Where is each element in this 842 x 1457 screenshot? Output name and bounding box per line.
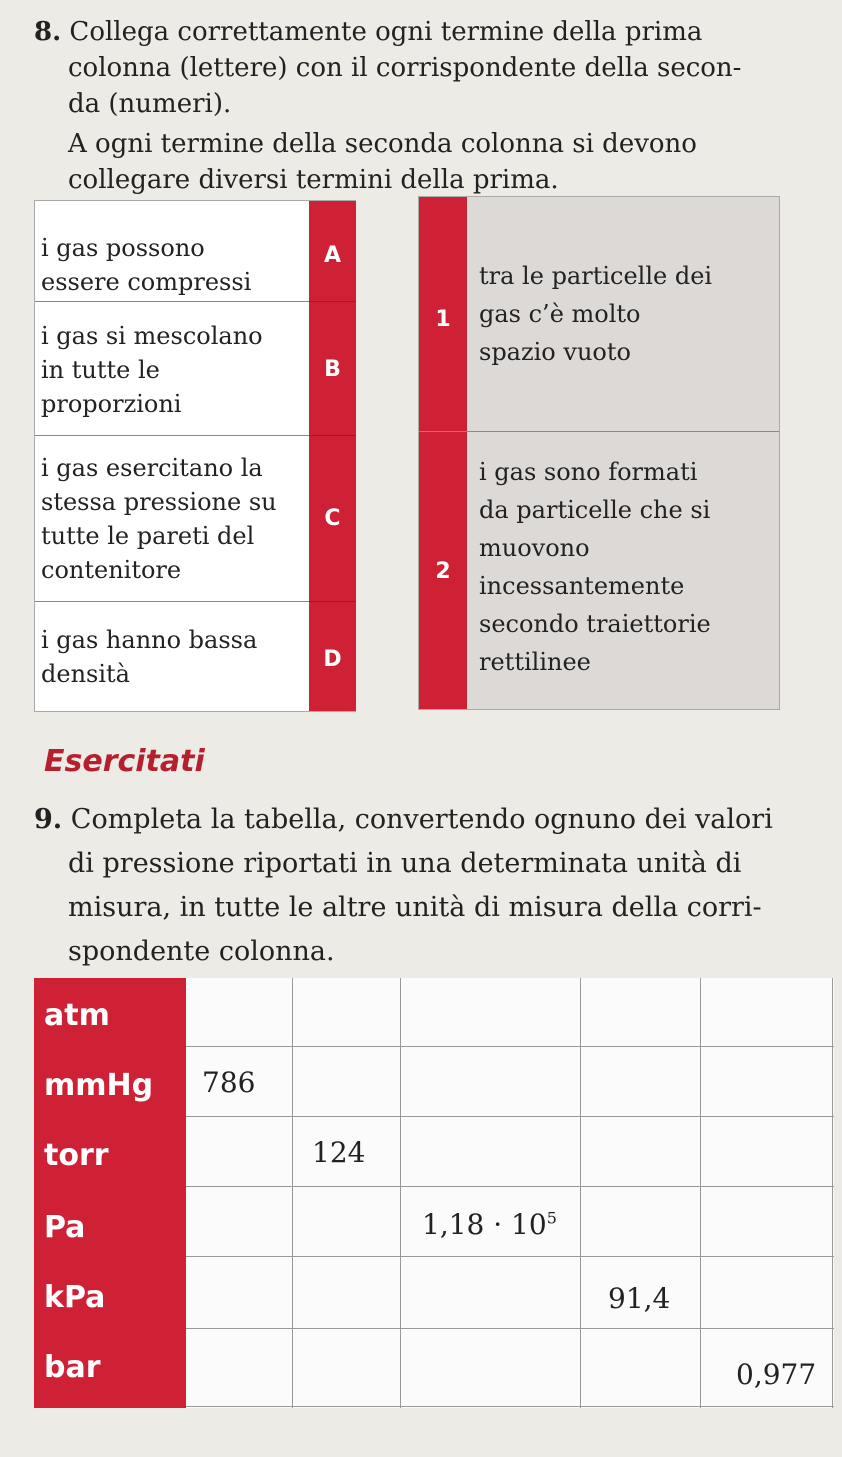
row-divider — [35, 301, 309, 302]
table-row-line — [186, 1116, 834, 1117]
right-item-text: rettilinee — [479, 648, 591, 676]
unit-header-atm: atm — [44, 998, 110, 1033]
instruction-line: di pressione riportati in una determinata unità di — [68, 848, 742, 879]
left-item-text: essere compressi — [41, 268, 252, 296]
left-item-text: i gas si mescolano — [41, 322, 263, 350]
left-item-a[interactable] — [35, 231, 309, 299]
left-item-text: i gas possono — [41, 234, 205, 262]
unit-header-torr: torr — [44, 1138, 109, 1173]
right-item-text: gas c’è molto — [479, 300, 641, 328]
left-item-text: proporzioni — [41, 390, 182, 418]
instruction-line: A ogni termine della seconda colonna si devono — [68, 129, 697, 159]
row-divider — [419, 431, 779, 432]
number-2: 2 — [435, 559, 451, 584]
letter-divider — [309, 601, 356, 602]
instruction-line: Completa la tabella, convertendo ognuno dei valori — [70, 804, 773, 835]
unit-header-column — [34, 978, 186, 1408]
pressure-conversion-table — [34, 978, 834, 1408]
table-column-line — [292, 978, 293, 1408]
table-row-line — [186, 1256, 834, 1257]
table-column-line — [832, 978, 833, 1408]
exercise-8-instructions — [34, 14, 824, 198]
right-item-text: i gas sono formati — [479, 458, 698, 486]
right-item-text: spazio vuoto — [479, 338, 631, 366]
letter-strip — [309, 201, 356, 711]
unit-header-kpa: kPa — [44, 1280, 106, 1315]
left-item-text: contenitore — [41, 556, 182, 584]
right-item-text: da particelle che si — [479, 496, 711, 524]
left-item-c[interactable] — [35, 451, 309, 587]
table-column-line — [700, 978, 701, 1408]
table-row-line — [186, 1186, 834, 1187]
left-item-d[interactable] — [35, 623, 309, 691]
letter-a: A — [323, 243, 342, 268]
instruction-line: spondente colonna. — [68, 936, 335, 967]
table-cell-value: 124 — [312, 1136, 366, 1169]
left-item-text: i gas hanno bassa — [41, 626, 258, 654]
row-divider — [35, 601, 309, 602]
row-divider — [35, 435, 309, 436]
left-item-text: in tutte le — [41, 356, 160, 384]
table-row-line — [186, 1328, 834, 1329]
instruction-line: collegare diversi termini della prima. — [68, 165, 559, 195]
right-item-text: secondo traiettorie — [479, 610, 711, 638]
unit-header-bar: bar — [44, 1350, 101, 1385]
exercise-number: 9. — [34, 804, 63, 835]
exercise-number: 8. — [34, 17, 62, 47]
right-item-text: muovono — [479, 534, 590, 562]
instruction-line: Collega correttamente ogni termine della prima — [69, 17, 703, 47]
left-item-b[interactable] — [35, 319, 309, 421]
instruction-line: da (numeri). — [68, 89, 232, 119]
table-column-line — [400, 978, 401, 1408]
table-cell-value: 0,977 — [736, 1358, 817, 1391]
exercise-9-instructions — [34, 798, 824, 974]
letter-d: D — [323, 647, 342, 672]
left-item-text: densità — [41, 660, 130, 688]
unit-header-pa: Pa — [44, 1210, 86, 1245]
table-column-line — [580, 978, 581, 1408]
left-column — [34, 200, 356, 712]
left-item-text: i gas esercitano la — [41, 454, 263, 482]
table-cells-area — [186, 978, 834, 1408]
letter-c: C — [324, 506, 341, 531]
left-item-text: stessa pressione su — [41, 488, 277, 516]
unit-header-mmhg: mmHg — [44, 1068, 154, 1103]
left-item-text: tutte le pareti del — [41, 522, 255, 550]
instruction-line: misura, in tutte le altre unità di misura della corri- — [68, 892, 762, 923]
number-strip — [419, 197, 467, 709]
section-title: Esercitati — [44, 744, 205, 779]
right-item-2[interactable] — [479, 453, 779, 681]
number-1: 1 — [435, 307, 451, 332]
table-cell-value: $1,18 \cdot 10^5$ — [422, 1208, 557, 1241]
letter-b: B — [324, 357, 341, 382]
table-row-line — [186, 1046, 834, 1047]
right-item-text: tra le particelle dei — [479, 262, 713, 290]
right-item-1[interactable] — [479, 257, 779, 371]
letter-divider — [309, 435, 356, 436]
letter-divider — [309, 301, 356, 302]
table-cell-value: 786 — [202, 1066, 256, 1099]
table-row-line — [186, 1406, 834, 1407]
instruction-line: colonna (lettere) con il corrispondente della secon- — [68, 53, 742, 83]
table-cell-value: 91,4 — [608, 1282, 671, 1315]
right-item-text: incessantemente — [479, 572, 685, 600]
right-column — [418, 196, 780, 710]
